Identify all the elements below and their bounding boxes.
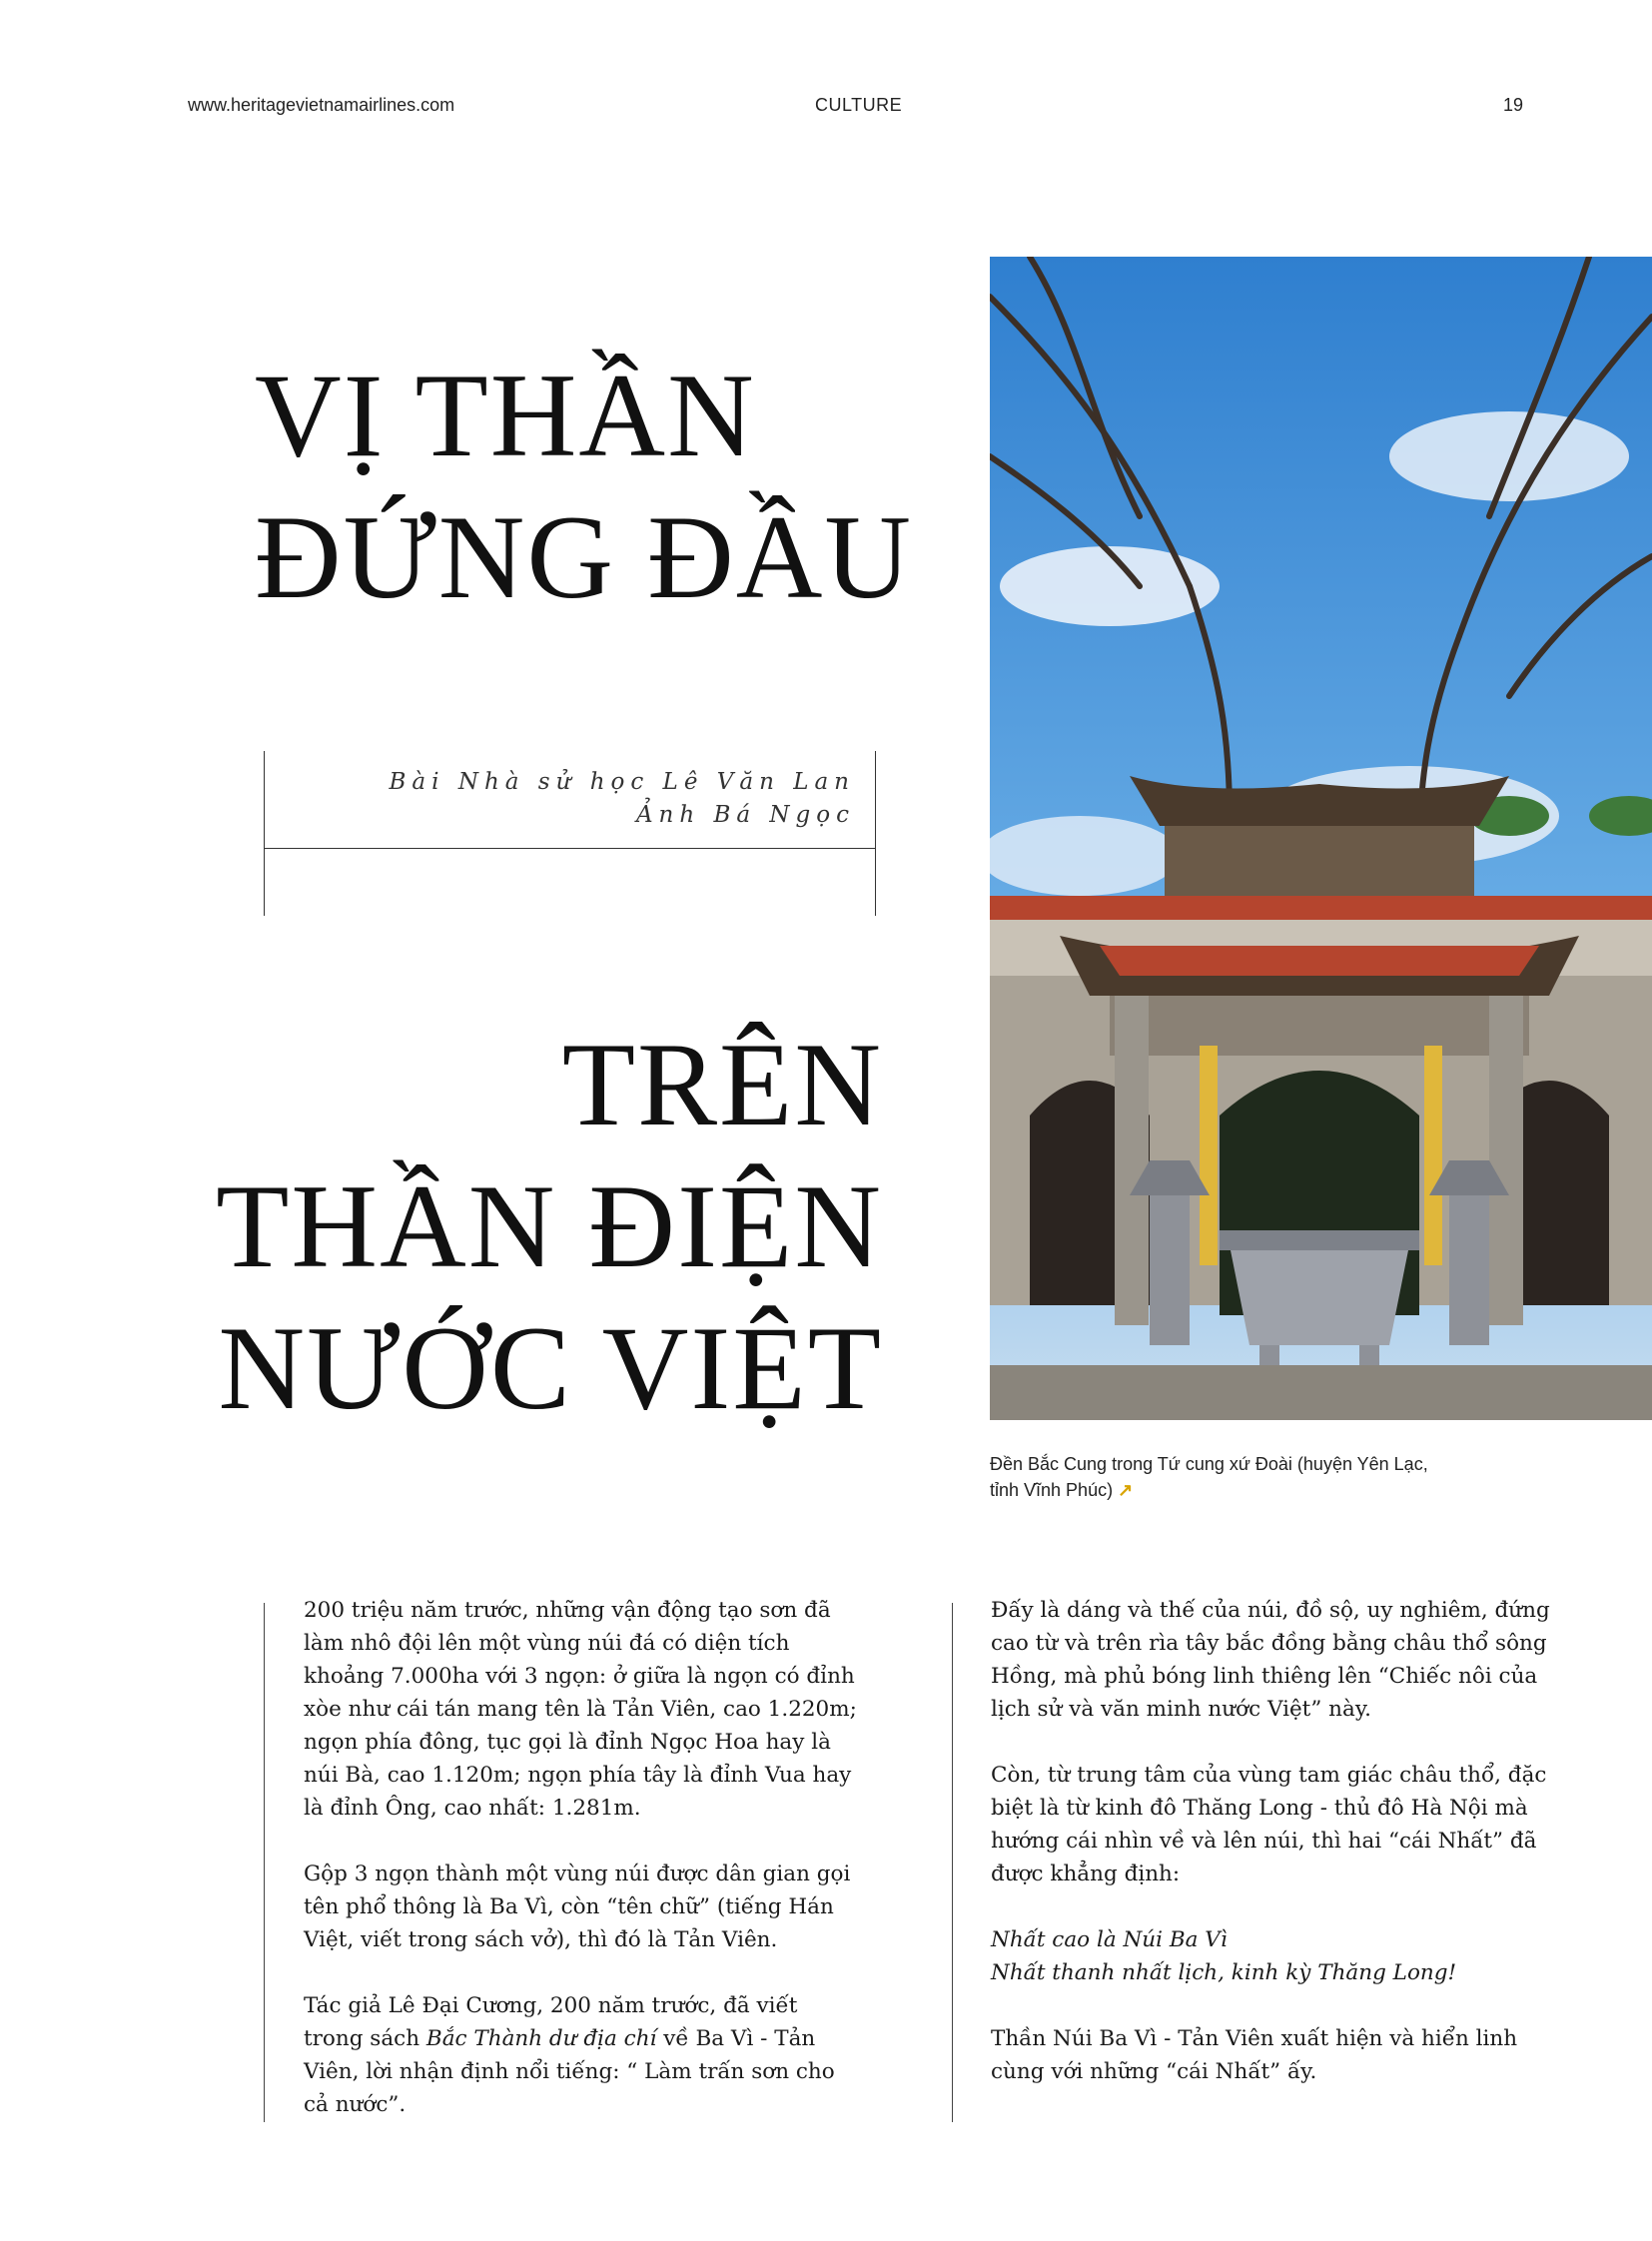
caption-line-2: tỉnh Vĩnh Phúc): [990, 1480, 1114, 1500]
column-rule-left: [264, 1603, 265, 2122]
title-line-1: VỊ THẦN: [255, 349, 756, 481]
paragraph: Đấy là dáng và thế của núi, đồ sộ, uy nghiêm, đứng cao từ và trên rìa tây bắc đồng bằng châu thổ sông Hồng, mà phủ bóng linh thiêng lên “Chiếc nôi của lịch sử và văn minh nước Việt” này.: [991, 1598, 1550, 1722]
author-credit: Bài Nhà sử học Lê Văn Lan: [389, 769, 855, 795]
paragraph: Thần Núi Ba Vì - Tản Viên xuất hiện và hiển linh cùng với những “cái Nhất” ấy.: [991, 2026, 1518, 2084]
paragraph-text: về Ba Vì - Tản Viên, lời nhận định nổi tiếng: “ Làm trấn sơn cho cả nước”.: [304, 2026, 835, 2117]
title-line-5: NƯỚC VIỆT: [218, 1301, 883, 1434]
body-column-left: [304, 1594, 863, 2154]
quote-line: [991, 1923, 1550, 1956]
credit-frame-left: [264, 751, 265, 916]
book-title: Bắc Thành dư địa chí: [425, 2026, 657, 2051]
body-column-right: [991, 1594, 1550, 2121]
column-rule-right: [952, 1603, 953, 2122]
arrow-up-right-icon: ↗: [1118, 1480, 1134, 1500]
temple-photo: [990, 257, 1652, 1420]
credit-frame-divider: [264, 848, 876, 849]
paragraph: 200 triệu năm trước, những vận động tạo sơn đã làm nhô đội lên một vùng núi đá có diện tích khoảng 7.000ha với 3 ngọn: ở giữa là ngọn có đỉnh xòe như cái tán mang tên là Tản Viên, cao 1.220m; ngọn phía đông, tục gọi là đỉnh Ngọc Hoa hay là núi Bà, cao 1.120m; ngọn phía tây là đỉnh Vua hay là đỉnh Ông, cao nhất: 1.281m.: [304, 1598, 857, 1821]
quote-text: Nhất cao là Núi Ba Vì: [991, 1927, 1228, 1952]
header-section-label: CULTURE: [815, 95, 903, 115]
title-line-2: ĐỨNG ĐẦU: [255, 490, 914, 623]
paragraph: Còn, từ trung tâm của vùng tam giác châu thổ, đặc biệt là từ kinh đô Thăng Long - thủ đô Hà Nội mà hướng cái nhìn về và lên núi, thì hai “cái Nhất” đã được khẳng định:: [991, 1763, 1547, 1886]
paragraph: [304, 1989, 863, 2121]
title-line-3: TRÊN: [561, 1018, 883, 1150]
photo-caption: [990, 1451, 1449, 1503]
quote-text: Nhất thanh nhất lịch, kinh kỳ Thăng Long!: [991, 1960, 1457, 1985]
quote-line: [991, 1956, 1550, 1989]
credit-frame-right: [875, 751, 876, 916]
title-line-4: THẦN ĐIỆN: [216, 1159, 883, 1292]
paragraph-text: Tác giả Lê Đại Cương, 200 năm trước, đã viết trong sách: [304, 1993, 798, 2051]
caption-line-1: Đền Bắc Cung trong Tứ cung xứ Đoài (huyện Yên Lạc,: [990, 1454, 1428, 1474]
page-number: 19: [1503, 95, 1524, 115]
paragraph: Gộp 3 ngọn thành một vùng núi được dân gian gọi tên phổ thông là Ba Vì, còn “tên chữ” (tiếng Hán Việt, viết trong sách vở), thì đó là Tản Viên.: [304, 1862, 851, 1952]
article-title-bottom: [184, 1014, 883, 1439]
header-website-url[interactable]: www.heritagevietnamairlines.com: [188, 95, 455, 115]
article-title-top: [255, 345, 954, 628]
photo-credit: Ảnh Bá Ngọc: [635, 802, 855, 828]
